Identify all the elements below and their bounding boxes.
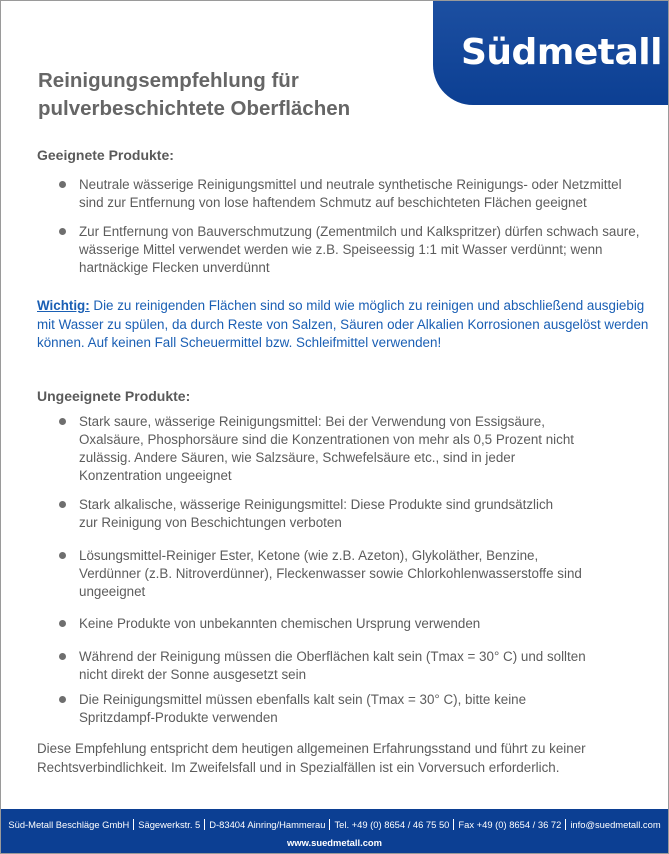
- list-item: Die Reinigungsmittel müssen ebenfalls kalt sein (Tmax = 30° C), bitte keine Spritzdampf-Produkte verwenden: [79, 691, 579, 727]
- list-item: Zur Entfernung von Bauverschmutzung (Zementmilch und Kalkspritzer) dürfen schwach saure, wässerige Mittel verwendet werden wie z.B. Speiseessig 1:1 mit Wasser verdünnt; wenn hartnäckige Flecken unverdünnt: [79, 223, 649, 277]
- page-title-line-1: Reinigungsempfehlung für: [38, 69, 299, 92]
- logo-banner: [433, 1, 668, 105]
- logo: Südmetall: [461, 32, 662, 73]
- list-item: Während der Reinigung müssen die Oberflächen kalt sein (Tmax = 30° C) und sollten nicht direkt der Sonne ausgesetzt sein: [79, 648, 609, 684]
- bullet-icon: [59, 181, 66, 188]
- footer-street: Sägewerkstr. 5: [138, 819, 201, 830]
- page-title: [38, 67, 418, 123]
- bullet-icon: [59, 501, 66, 508]
- footer-separator: [204, 819, 205, 830]
- list-item: Neutrale wässerige Reinigungsmittel und neutrale synthetische Reinigungs- oder Netzmittel sind zur Entfernung von lose haftendem Schmutz auf beschichteten Flächen geeignet: [79, 176, 649, 212]
- list-item: Stark alkalische, wässerige Reinigungsmittel: Diese Produkte sind grundsätzlich zur Reinigung von Beschichtungen verboten: [79, 496, 554, 532]
- unsuitable-heading: Ungeeignete Produkte:: [37, 388, 191, 404]
- footer-separator: [565, 819, 566, 830]
- important-text: Die zu reinigenden Flächen sind so mild wie möglich zu reinigen und abschließend ausgiebig mit Wasser zu spülen, da durch Reste von Salzen, Säuren oder Alkalien Korrosionen ausgelöst werden können. Auf keinen Fall Scheuermittel bzw. Schleifmittel verwenden!: [37, 298, 649, 350]
- footer-tel: Tel. +49 (0) 8654 / 46 75 50: [334, 819, 450, 830]
- footer-website[interactable]: www.suedmetall.com: [287, 837, 382, 848]
- bullet-icon: [59, 552, 66, 559]
- bullet-icon: [59, 228, 66, 235]
- list-item: Stark saure, wässerige Reinigungsmittel: Bei der Verwendung von Essigsäure, Oxalsäure, Phosphorsäure sind die Konzentrationen von mehr als 0,5 Prozent nicht zulässig. Andere Säuren, wie Salzsäure, Schwefelsäure etc., sind in jeder Konzentration ungeeignet: [79, 413, 589, 485]
- footer-contact-line: [1, 819, 668, 830]
- bullet-icon: [59, 653, 66, 660]
- footer: [1, 809, 668, 853]
- footer-company: Süd-Metall Beschläge GmbH: [8, 819, 130, 830]
- footer-email[interactable]: info@suedmetall.com: [570, 819, 661, 830]
- footer-separator: [133, 819, 134, 830]
- footer-fax: Fax +49 (0) 8654 / 36 72: [458, 819, 562, 830]
- bullet-icon: [59, 620, 66, 627]
- important-label: Wichtig:: [37, 298, 90, 313]
- list-item: Keine Produkte von unbekannten chemischen Ursprung verwenden: [79, 615, 649, 633]
- footer-city: D-83404 Ainring/Hammerau: [209, 819, 326, 830]
- list-item: Lösungsmittel-Reiniger Ester, Ketone (wie z.B. Azeton), Glykoläther, Benzine, Verdünner (z.B. Nitroverdünner), Fleckenwasser sowie Chlorkohlenwasserstoffe sind ungeeignet: [79, 547, 584, 601]
- footer-separator: [329, 819, 330, 830]
- closing-statement: Diese Empfehlung entspricht dem heutigen allgemeinen Erfahrungsstand und führt zu keiner Rechtsverbindlichkeit. Im Zweifelsfall und in Spezialfällen ist ein Vorversuch erforderlich.: [37, 741, 586, 775]
- important-note: [37, 297, 649, 353]
- footer-separator: [453, 819, 454, 830]
- bullet-icon: [59, 696, 66, 703]
- page-title-line-2: pulverbeschichtete Oberflächen: [38, 97, 351, 120]
- bullet-icon: [59, 418, 66, 425]
- suitable-heading: Geeignete Produkte:: [37, 147, 174, 163]
